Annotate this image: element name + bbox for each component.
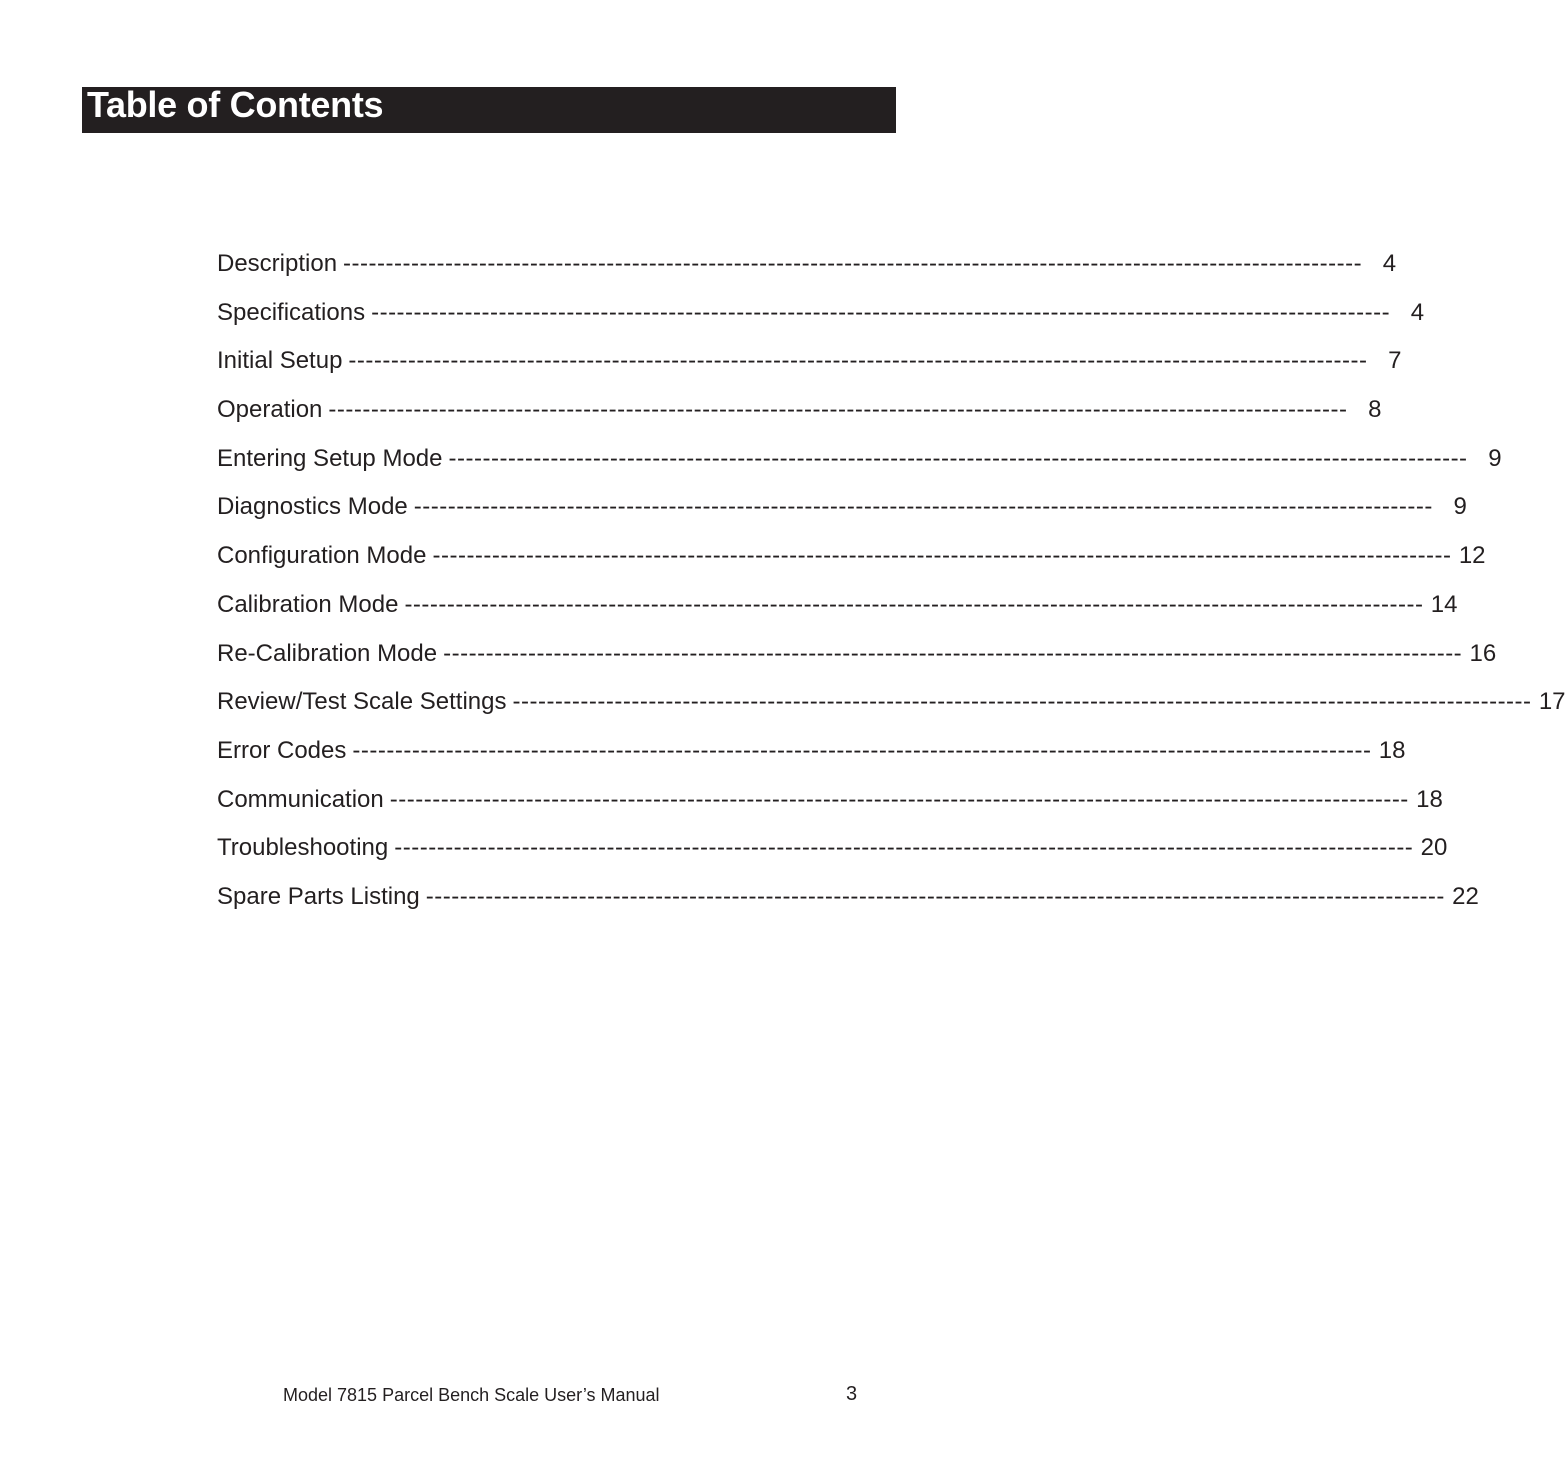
toc-leader-dots: ------------------------------------------------------------------------------------------------------------------------ [394, 834, 1414, 862]
toc-entry-page: 18 [1378, 736, 1406, 764]
footer-manual-title: Model 7815 Parcel Bench Scale User’s Manual [283, 1385, 660, 1405]
toc-entry-label: Configuration Mode [217, 542, 427, 570]
toc-entry-page: 12 [1458, 542, 1486, 570]
toc-entry[interactable] [217, 873, 1479, 922]
toc-entry[interactable] [217, 630, 1497, 679]
toc-entry-label: Initial Setup [217, 347, 343, 375]
footer-page-number: 3 [846, 1383, 858, 1405]
toc-entry-page: 17 [1538, 688, 1566, 716]
toc-entry[interactable] [217, 678, 1566, 727]
toc-entry-label: Re-Calibration Mode [217, 639, 438, 667]
toc-leader-dots: ------------------------------------------------------------------------------------------------------------------------ [352, 736, 1372, 764]
toc-leader-dots: ------------------------------------------------------------------------------------------------------------------------ [404, 590, 1424, 618]
toc-entry-label: Description [217, 250, 338, 277]
toc-leader-dots: ------------------------------------------------------------------------------------------------------------------------ [425, 882, 1445, 910]
toc-leader-dots: ------------------------------------------------------------------------------------------------------------------------ [328, 396, 1348, 424]
toc-entry-label: Troubleshooting [217, 834, 389, 862]
toc-leader-dots: ------------------------------------------------------------------------------------------------------------------------ [413, 493, 1433, 521]
toc-leader-dots: ------------------------------------------------------------------------------------------------------------------------ [348, 347, 1368, 375]
toc-leader-dots: ------------------------------------------------------------------------------------------------------------------------ [343, 250, 1363, 277]
toc-entry[interactable] [217, 532, 1486, 581]
page-title: Table of Contents [87, 84, 384, 125]
toc-entry[interactable] [217, 776, 1443, 825]
title-bar [82, 84, 896, 133]
toc-entry-page: 22 [1452, 882, 1479, 910]
toc-entry[interactable] [217, 727, 1406, 776]
toc-entry[interactable] [217, 581, 1458, 630]
toc-entry[interactable] [217, 386, 1382, 435]
toc-entry-label: Review/Test Scale Settings [217, 688, 507, 716]
toc-entry[interactable] [217, 289, 1425, 338]
toc-entry-page: 4 [1382, 250, 1397, 277]
toc-entry[interactable] [217, 483, 1467, 532]
toc-entry-label: Error Codes [217, 736, 347, 764]
toc-entry-page: 4 [1410, 298, 1425, 326]
toc-leader-dots: ------------------------------------------------------------------------------------------------------------------------ [512, 688, 1532, 716]
toc-entry-label: Specifications [217, 298, 366, 326]
toc-leader-dots: ------------------------------------------------------------------------------------------------------------------------ [448, 444, 1468, 472]
toc-entry-label: Entering Setup Mode [217, 444, 443, 472]
toc-entry-page: 9 [1488, 444, 1502, 472]
toc-entry[interactable] [217, 337, 1402, 386]
toc-entry-label: Calibration Mode [217, 590, 399, 618]
toc-entry-label: Operation [217, 396, 323, 424]
toc-leader-dots: ------------------------------------------------------------------------------------------------------------------------ [443, 639, 1463, 667]
toc-entry[interactable] [217, 435, 1502, 484]
toc-leader-dots: ------------------------------------------------------------------------------------------------------------------------ [389, 785, 1409, 813]
toc-entry-page: 16 [1469, 639, 1497, 667]
toc-leader-dots: ------------------------------------------------------------------------------------------------------------------------ [371, 298, 1391, 326]
toc-entry[interactable] [217, 240, 1397, 289]
toc-leader-dots: ------------------------------------------------------------------------------------------------------------------------ [432, 542, 1452, 570]
toc-entry-page: 18 [1416, 785, 1443, 813]
toc-entry-page: 14 [1430, 590, 1458, 618]
toc-entry[interactable] [217, 824, 1448, 873]
toc-entry-page: 9 [1453, 493, 1467, 521]
toc-entry-page: 8 [1368, 396, 1382, 424]
toc-entry-label: Communication [217, 785, 384, 813]
toc-entry-page: 7 [1388, 347, 1402, 375]
toc-entry-page: 20 [1420, 834, 1448, 862]
toc-entry-label: Diagnostics Mode [217, 493, 408, 521]
toc-entry-label: Spare Parts Listing [217, 882, 420, 910]
toc-list [217, 240, 1566, 922]
